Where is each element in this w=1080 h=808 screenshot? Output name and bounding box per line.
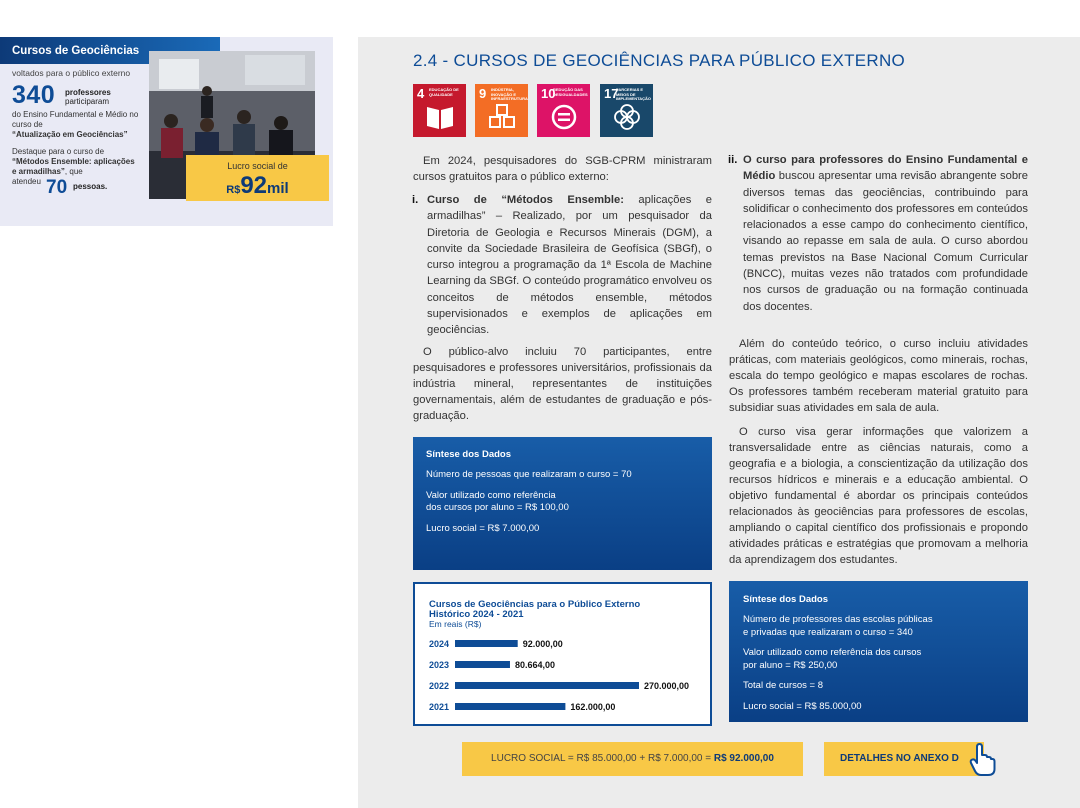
ods-label: INDÚSTRIA, INOVAÇÃO E INFRAESTRUTURA: [491, 87, 528, 101]
data-summary-row: Total de cursos = 8: [743, 680, 824, 691]
chart-bar: [455, 661, 510, 668]
list-item-ii-text: buscou apresentar uma revisão abrangente sobre diversos temas das geociências, contribuindo para solidificar o conhecimento dos professores em conteúdos relacionados a esse campo do conhecimento científico, visando ao repasse em sala de aula. O curso abordou temas previstos na Base Nacional Comum Curricular (BNCC), muitas vezes não tratados com profundidade nos cursos de graduação ou na formação continuada dos docentes.: [743, 170, 1028, 313]
list-item-i-text: aplicações e armadilhas” – Realizado, por um pesquisador da Diretoria de Geologia e Recursos Minerais (DGM), a convite da Sociedade Brasileira de Geofísica (SBGf), o curso integrou a programação da 1ª Escola de Machine Learning da SBGf. O conteúdo programático envolveu os conceitos de métodos ensemble, métodos supervisionados e exemplos de aplicações em geociências.: [427, 194, 712, 337]
card-highlight: [12, 147, 140, 187]
social-profit-suffix: mil: [267, 180, 289, 197]
summary-card: [0, 37, 333, 226]
chart-value-label: 80.664,00: [514, 660, 556, 670]
practical-paragraph: Além do conteúdo teórico, o curso incluiu atividades práticas, com materiais geológicos, como minerais, rochas, escala do tempo geológico e mapas escolares de rochas. Os professores também receberam material gratuito para subsidiar suas atividades em sala de aula.: [729, 338, 1028, 414]
list-item-i-bold: Curso de “Métodos Ensemble:: [427, 194, 624, 206]
chart-bar: [455, 640, 518, 647]
annex-d-link[interactable]: [824, 742, 984, 776]
cubes-icon: [487, 103, 517, 131]
ods-badge-10: [537, 84, 590, 137]
social-profit-currency: R$: [226, 184, 241, 196]
chart-canvas: [415, 584, 710, 724]
total-sum-text: LUCRO SOCIAL = R$ 85.000,00 + R$ 7.000,00 =: [491, 753, 714, 764]
card-highlight-prefix: Destaque para o curso de: [12, 147, 105, 156]
social-profit-value: [186, 172, 329, 200]
card-attended: atendeu: [12, 177, 41, 186]
chart-category-label: 2024: [429, 639, 450, 649]
card-desc-course: “Atualização em Geociências”: [12, 130, 128, 139]
total-social-profit-bar: [462, 742, 803, 776]
equality-icon: [549, 103, 579, 131]
data-summary-row: [426, 490, 712, 515]
data-summary-row-a: Número de professores das escolas públicas: [743, 614, 933, 625]
ods-number: 4: [417, 86, 425, 101]
ods-label: PARCERIAS E MEIOS DE IMPLEMENTAÇÃO: [616, 87, 652, 101]
teachers-caption-1: professores: [65, 88, 111, 97]
data-summary-row-b: dos cursos por aluno = R$ 100,00: [426, 502, 569, 513]
data-summary-row: Lucro social = R$ 7.000,00: [426, 522, 540, 534]
chart-value-label: 270.000,00: [644, 681, 690, 691]
attended-caption: pessoas.: [73, 182, 108, 191]
data-summary-row-b: por aluno = R$ 250,00: [743, 659, 838, 671]
audience-paragraph: O público-alvo incluiu 70 participantes, entre pesquisadores e professores universitários, profissionais da indústria mineral, representantes de instituições governamentais, além de estudantes de graduação e pós-graduação.: [413, 346, 712, 422]
ods-label: REDUÇÃO DAS DESIGUALDADES: [553, 87, 588, 97]
annex-d-label[interactable]: DETALHES NO ANEXO D: [840, 753, 959, 764]
list-item-i: [412, 192, 712, 339]
goal-paragraph: O curso visa gerar informações que valorizem a transversalidade entre as ciências naturais, como a geografia e a biologia, a conscientização da utilização dos recursos hídricos e minerais e a educação ambiental. O objetivo fundamental é abordar os principais conteúdos relacionados às geociências para professores de escolas, ampliando o capital científico dos profissionais e propondo atividades práticas e estratégias que promovam a melhoria da aprendizagem dos estudantes.: [729, 426, 1028, 566]
data-summary-title: Síntese dos Dados: [743, 594, 828, 605]
chart-category-label: 2023: [429, 660, 450, 670]
teachers-caption: [65, 88, 111, 106]
list-item-ii: [728, 152, 1028, 315]
list-item-ii-bold: O curso para professores do Ensino Fundamental e Médio: [743, 154, 1028, 183]
data-summary-box-left: [413, 437, 712, 570]
card-description: [12, 110, 140, 140]
chart-category-label: 2022: [429, 681, 450, 691]
data-summary-row-b: e privadas que realizaram o curso = 340: [743, 626, 913, 638]
social-profit-box: [186, 155, 329, 201]
ods-number: 17: [604, 86, 619, 101]
teachers-caption-2: participaram: [65, 97, 110, 106]
ods-badge-4: [413, 84, 466, 137]
ods-badge-9: [475, 84, 528, 137]
list-marker: ii.: [728, 154, 738, 166]
chart-subtitle: Histórico 2024 - 2021: [429, 609, 524, 620]
card-highlight-course: “Métodos Ensemble: aplicações e armadilhas”: [12, 157, 135, 176]
list-marker: i.: [412, 194, 419, 206]
ods-number: 10: [541, 86, 556, 101]
data-summary-title: Síntese dos Dados: [426, 449, 511, 460]
ods-badge-17: [600, 84, 653, 137]
chart-title: Cursos de Geociências para o Público Externo: [429, 599, 641, 610]
chart-bar: [455, 682, 639, 689]
chart-bar: [455, 703, 565, 710]
card-desc-text: do Ensino Fundamental e Médio no curso de: [12, 110, 139, 129]
book-icon: [425, 103, 455, 131]
data-summary-row-a: Valor utilizado como referência: [426, 489, 556, 501]
card-subtitle: voltados para o público externo: [12, 68, 131, 78]
chart-category-label: 2021: [429, 702, 450, 712]
pointing-hand-icon[interactable]: [968, 743, 996, 777]
attended-count: 70: [46, 177, 68, 198]
intro-paragraph: Em 2024, pesquisadores do SGB-CPRM ministraram cursos gratuitos para o público externo:: [413, 155, 712, 183]
social-profit-number: 92: [240, 172, 268, 199]
teachers-count: 340: [12, 81, 56, 109]
ods-number: 9: [479, 86, 487, 101]
ods-label: EDUCAÇÃO DE QUALIDADE: [429, 87, 459, 97]
card-header: Cursos de Geociências: [0, 37, 220, 64]
chart-unit: Em reais (R$): [429, 619, 482, 629]
chart-value-label: 92.000,00: [522, 639, 563, 649]
section-title: 2.4 - CURSOS DE GEOCIÊNCIAS PARA PÚBLICO EXTERNO: [413, 51, 906, 70]
data-summary-row: [743, 614, 1028, 639]
data-summary-row-a: Valor utilizado como referência dos cursos: [743, 647, 922, 658]
chart-value-label: 162.000,00: [570, 702, 616, 712]
data-summary-row: [743, 647, 1028, 672]
partnership-icon: [612, 103, 642, 131]
data-summary-row: Lucro social = R$ 85.000,00: [743, 700, 862, 712]
history-bar-chart: [413, 582, 712, 726]
social-profit-label: Lucro social de: [227, 161, 288, 171]
data-summary-box-right: [729, 581, 1028, 722]
data-summary-row: Número de pessoas que realizaram o curso = 70: [426, 469, 632, 480]
total-sum-value: R$ 92.000,00: [713, 753, 774, 764]
card-highlight-suffix: , que: [64, 167, 83, 176]
